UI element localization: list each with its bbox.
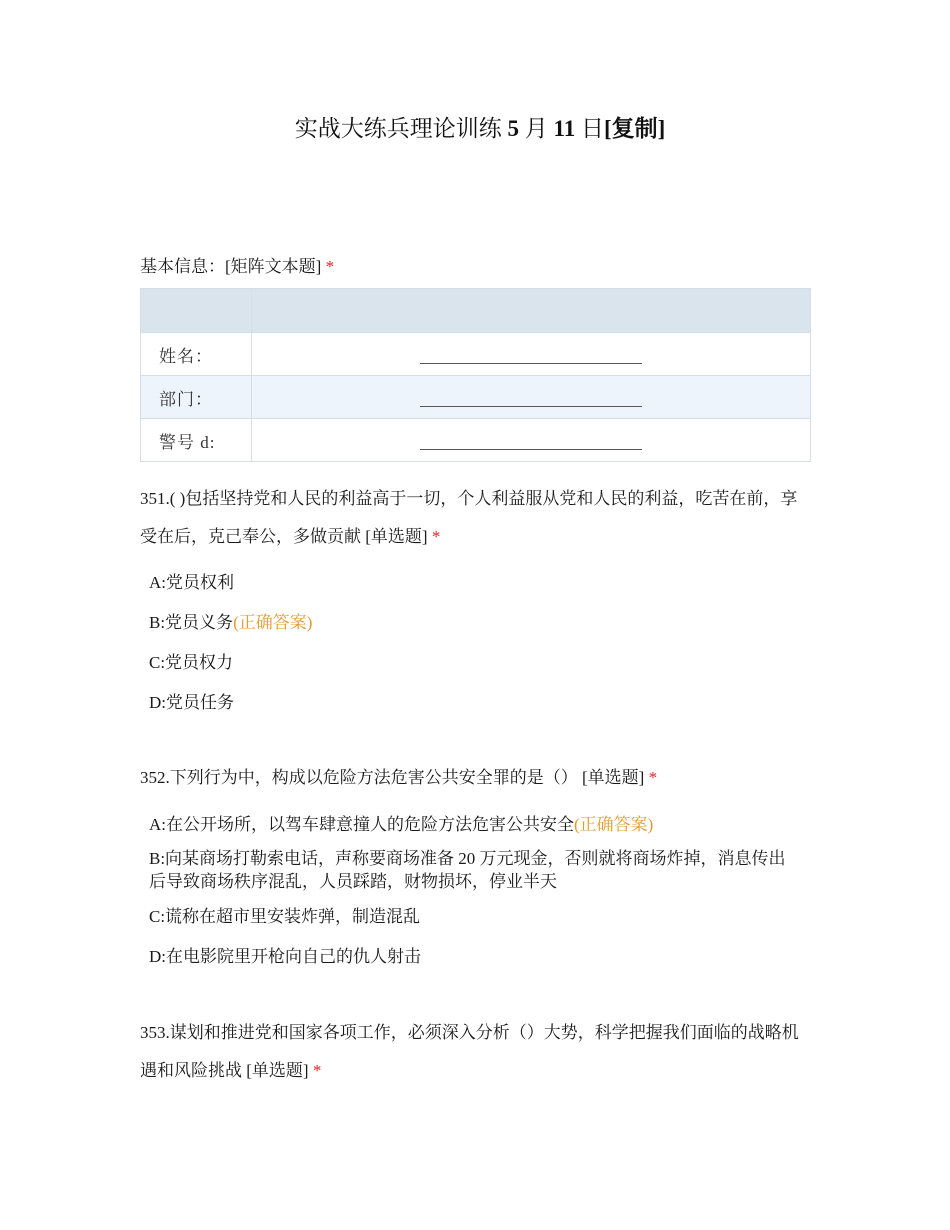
option-351-a[interactable]: A:党员权利 bbox=[149, 573, 234, 592]
option-351-d[interactable]: D:党员任务 bbox=[149, 693, 234, 712]
basic-info-label: 基本信息：[矩阵文本题] * bbox=[140, 257, 335, 276]
question-353: 353.谋划和推进党和国家各项工作，必须深入分析（）大势，科学把握我们面临的战略机遇和风险挑战 [单选题] * bbox=[140, 1023, 799, 1080]
required-mark: * bbox=[312, 1061, 322, 1080]
option-352-b[interactable]: B:向某商场打勒索电话，声称要商场准备 20 万元现金，否则就将商场炸掉，消息传出后导致商场秩序混乱，人员踩踏，财物损坏，停业半天 bbox=[149, 849, 786, 891]
table-row bbox=[141, 419, 811, 462]
row-label-name: 姓名： bbox=[141, 333, 252, 376]
name-input[interactable] bbox=[420, 345, 642, 364]
required-mark: * bbox=[325, 257, 335, 276]
row-label-department: 部门： bbox=[141, 376, 252, 419]
page-title: 实战大练兵理论训练 5 月 11 日[复制] bbox=[294, 116, 666, 141]
table-row bbox=[141, 376, 811, 419]
correct-answer-tag: (正确答案) bbox=[574, 815, 654, 834]
table-row bbox=[141, 333, 811, 376]
option-352-c[interactable]: C:谎称在超市里安装炸弹，制造混乱 bbox=[149, 907, 421, 926]
row-label-badge: 警号 d: bbox=[141, 419, 252, 462]
option-351-b[interactable]: B:党员义务(正确答案) bbox=[149, 613, 313, 632]
basic-info-table bbox=[140, 288, 811, 462]
question-351: 351.( )包括坚持党和人民的利益高于一切，个人利益服从党和人民的利益，吃苦在前，享受在后，克己奉公，多做贡献 [单选题] * bbox=[140, 489, 798, 546]
option-352-d[interactable]: D:在电影院里开枪向自己的仇人射击 bbox=[149, 947, 421, 966]
required-mark: * bbox=[431, 527, 441, 546]
question-352: 352.下列行为中，构成以危险方法危害公共安全罪的是（） [单选题] * bbox=[140, 768, 658, 787]
department-input[interactable] bbox=[420, 388, 642, 407]
table-header-row bbox=[141, 289, 811, 333]
table-header-cell bbox=[141, 289, 252, 333]
badge-number-input[interactable] bbox=[420, 431, 642, 450]
correct-answer-tag: (正确答案) bbox=[233, 613, 313, 632]
option-351-c[interactable]: C:党员权力 bbox=[149, 653, 234, 672]
table-header-cell bbox=[252, 289, 811, 333]
required-mark: * bbox=[648, 768, 658, 787]
option-352-a[interactable]: A:在公开场所，以驾车肆意撞人的危险方法危害公共安全(正确答案) bbox=[149, 815, 654, 834]
